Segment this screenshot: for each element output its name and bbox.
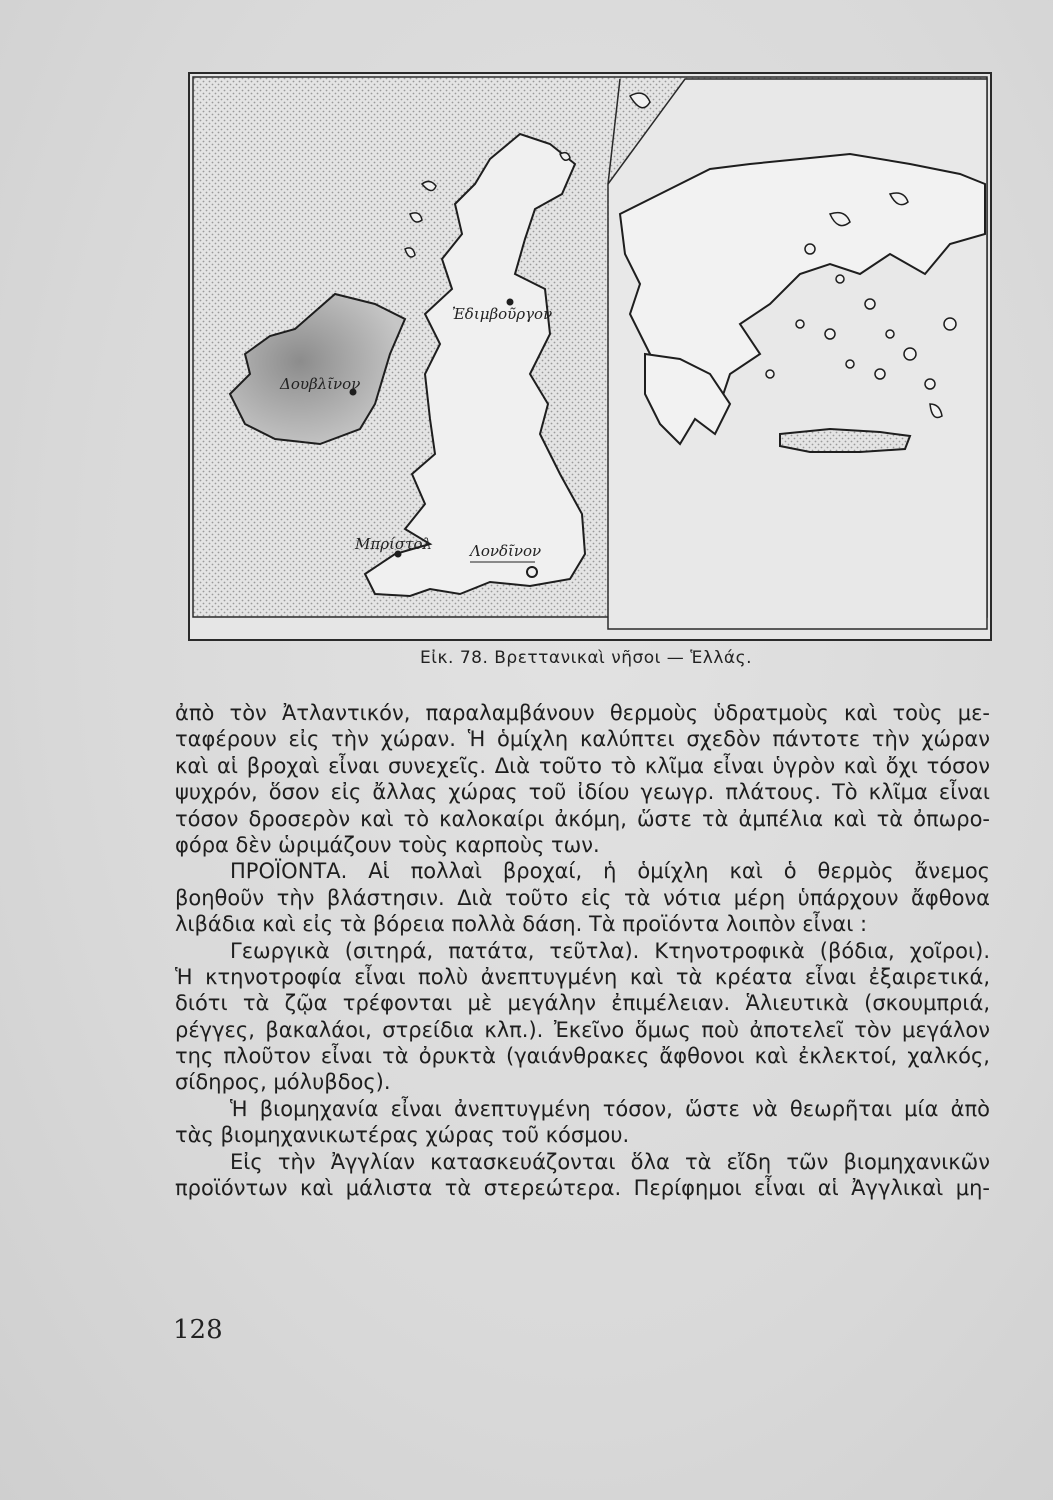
text-line: προϊόντων καὶ μάλιστα τὰ στερεώτερα. Περίφημοι εἶναι αἱ Ἀγγλικαὶ μη- [175, 1176, 990, 1201]
text-line: της πλοῦτον εἶναι τὰ ὀρυκτὰ (γαιάνθρακες ἄφθονοι καὶ ἐκλεκτοί, χαλκός, [175, 1044, 990, 1069]
map-figure [188, 72, 992, 641]
text-line: φόρα δὲν ὡριμάζουν τοὺς καρποὺς των. [175, 832, 600, 857]
label-london: Λονδῖνον [470, 542, 542, 560]
label-bristol: Μπρίστολ [355, 535, 432, 553]
label-edinburgh: Ἐδιμβοῦργον [452, 305, 553, 323]
text-line: καὶ αἱ βροχαὶ εἶναι συνεχεῖς. Διὰ τοῦτο τὸ κλῖμα εἶναι ὑγρὸν καὶ ὄχι τόσον [175, 753, 990, 778]
text-line: Γεωργικὰ (σιτηρά, πατάτα, τεῦτλα). Κτηνοτροφικὰ (βόδια, χοῖροι). [230, 938, 990, 963]
text-line: ψυχρόν, ὅσον εἰς ἄλλας χώρας τοῦ ἰδίου γεωγρ. πλάτους. Τὸ κλῖμα εἶναι [175, 780, 990, 805]
label-dublin: Δουβλῖνον [280, 375, 361, 393]
text-line: ἀπὸ τὸν Ἀτλαντικόν, παραλαμβάνουν θερμοὺς ὑδρατμοὺς καὶ τοὺς με- [175, 701, 990, 725]
text-line: Ἡ βιομηχανία εἶναι ἀνεπτυγμένη τόσον, ὥστε νὰ θεωρῆται μία ἀπὸ [230, 1096, 990, 1121]
text-line: ΠΡΟΪΟΝΤΑ. Αἱ πολλαὶ βροχαί, ἡ ὁμίχλη καὶ ὁ θερμὸς ἄνεμος [230, 859, 990, 884]
body-text [175, 700, 990, 1201]
text-line: Ἡ κτηνοτροφία εἶναι πολὺ ἀνεπτυγμένη καὶ τὰ κρέατα εἶναι ἐξαιρετικά, [175, 964, 990, 989]
text-line: Εἰς τὴν Ἀγγλίαν κατασκευάζονται ὅλα τὰ εἴδη τῶν βιομηχανικῶν [230, 1149, 990, 1174]
page-number: 128 [173, 1315, 223, 1345]
text-line: σίδηρος, μόλυβδος). [175, 1070, 391, 1095]
text-line: λιβάδια καὶ εἰς τὰ βόρεια πολλὰ δάση. Τὰ προϊόντα λοιπὸν εἶναι : [175, 912, 868, 937]
map-illustration [190, 74, 990, 639]
text-line: τὰς βιομηχανικωτέρας χώρας τοῦ κόσμου. [175, 1123, 630, 1148]
crete [780, 429, 910, 452]
text-line: τόσον δροσερὸν καὶ τὸ καλοκαίρι ἀκόμη, ὥστε τὰ ἀμπέλια καὶ τὰ ὀπωρο- [175, 806, 990, 831]
text-line: ταφέρουν εἰς τὴν χώραν. Ἡ ὁμίχλη καλύπτει σχεδὸν πάντοτε τὴν χώραν [175, 727, 990, 752]
text-line: ρέγγες, βακαλάοι, στρείδια κλπ.). Ἐκεῖνο ὅμως ποὺ ἀποτελεῖ τὸν μεγάλον [175, 1017, 990, 1042]
text-line: βοηθοῦν τὴν βλάστησιν. Διὰ τοῦτο εἰς τὰ νότια μέρη ὑπάρχουν ἄφθονα [175, 885, 990, 910]
figure-caption: Εἰκ. 78. Βρεττανικαὶ νῆσοι — Ἑλλάς. [420, 648, 753, 668]
text-line: διότι τὰ ζῷα τρέφονται μὲ μεγάλην ἐπιμέλειαν. Ἁλιευτικὰ (σκουμπριά, [175, 991, 990, 1016]
